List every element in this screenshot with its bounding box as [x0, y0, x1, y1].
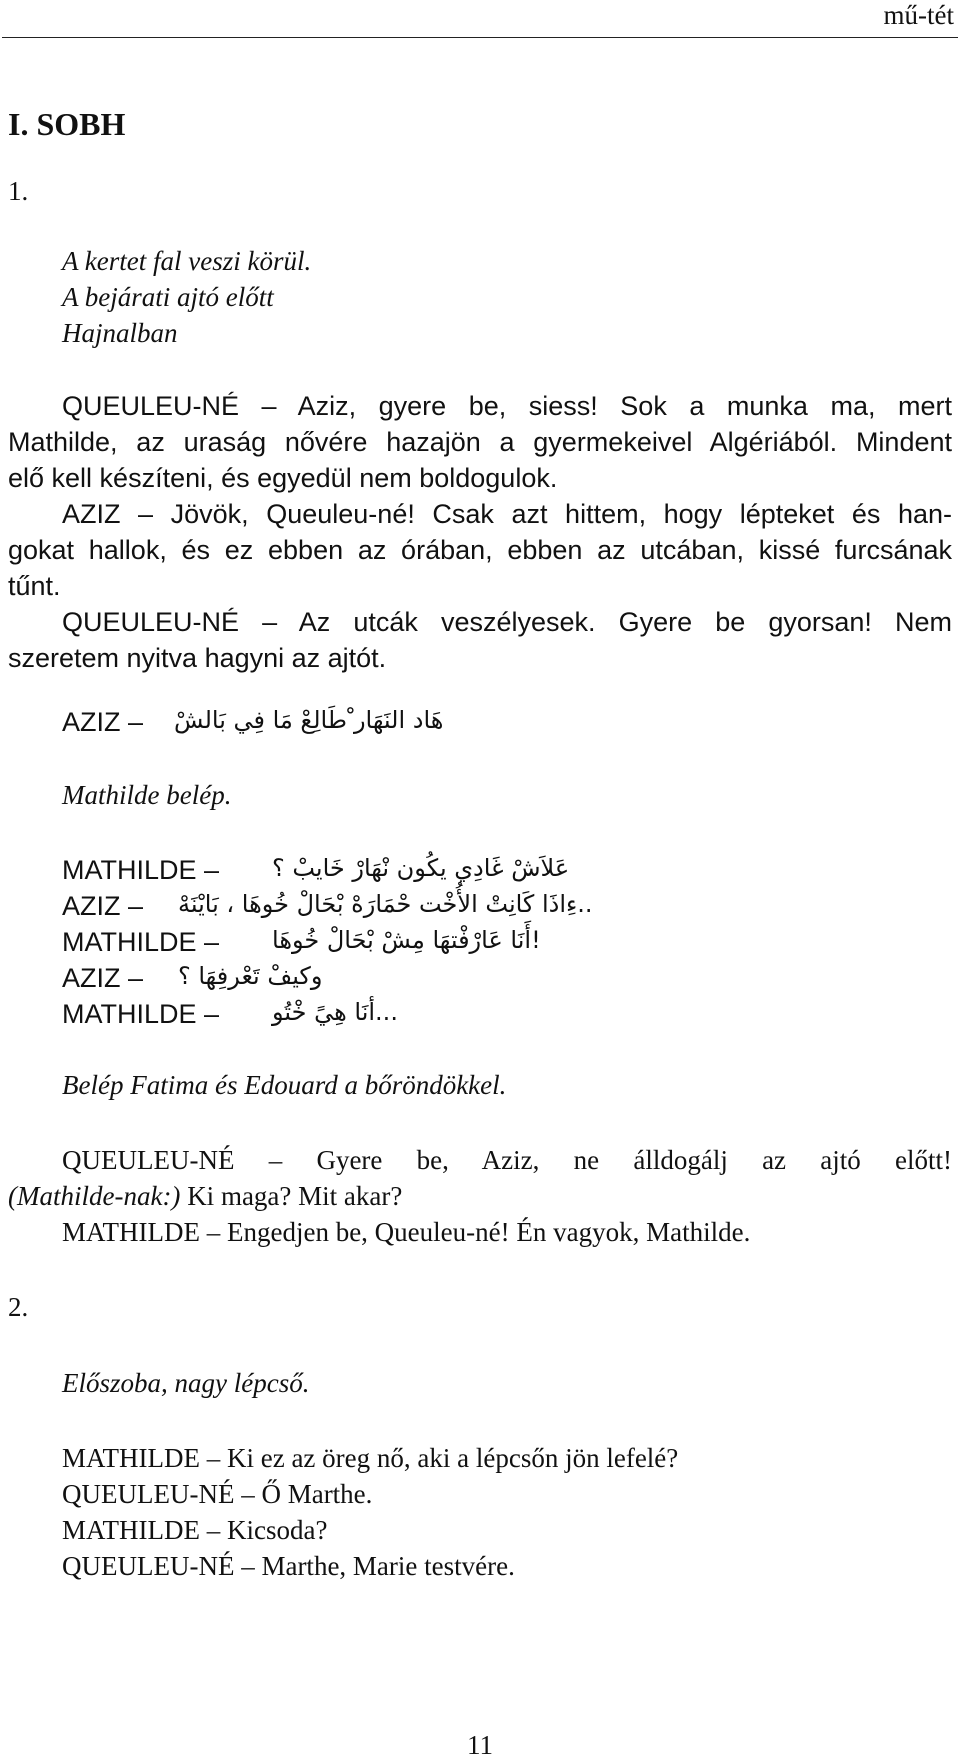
dialogue-line: MATHILDE – Engedjen be, Queuleu-né! Én vagyok, Mathilde.: [62, 1217, 751, 1247]
stage-direction: A kertet fal veszi körül.: [62, 246, 312, 276]
arabic-line: ..ءِاذَا كَانِتْ الأُخْت حْمَارَهْ بْحَالْ خُوهَا ، بَايْنَهْ: [178, 890, 593, 918]
dialogue-line: elő kell készíteni, és egyedül nem boldogulok.: [8, 463, 558, 493]
scene-number: 1.: [8, 176, 29, 206]
arabic-line: !أَنَا عَارْفْتهَا مِشْ بْحَالْ خُوهَا: [272, 926, 541, 954]
speaker-label: AZIZ –: [62, 707, 144, 737]
stage-direction: A bejárati ajtó előtt: [62, 282, 274, 312]
speaker-label: MATHILDE –: [62, 999, 220, 1029]
dialogue-line: AZIZ – Jövök, Queuleu-né! Csak azt hittem, hogy lépteket és han-: [62, 499, 952, 529]
dialogue-line: MATHILDE – Ki ez az öreg nő, aki a lépcsőn jön lefelé?: [62, 1443, 679, 1473]
running-title: mű-tét: [883, 0, 954, 30]
dialogue-line: gokat hallok, és ez ebben az órában, ebben az utcában, kissé furcsának: [8, 535, 952, 565]
arabic-line: عَلاَشْ غَادِي يكُون نْهَارْ خَايبْ ؟: [272, 854, 570, 882]
stage-direction: Hajnalban: [62, 318, 178, 348]
arabic-line: وكيفْ تَعْرفِهَا ؟: [178, 962, 323, 990]
parenthetical: (Mathilde-nak:): [8, 1181, 181, 1211]
dialogue-line: MATHILDE – Kicsoda?: [62, 1515, 328, 1545]
stage-direction: Belép Fatima és Edouard a bőröndökkel.: [62, 1070, 507, 1100]
arabic-line: هَاد النَهَار ْطَالِعْ مَا فِي بَالشْ: [174, 706, 444, 734]
speaker-label: MATHILDE –: [62, 855, 220, 885]
arabic-line: ...أنَا هِيً خْتُو: [272, 998, 398, 1026]
dialogue-line: Mathilde, az uraság nővére hazajön a gyermekeivel Algériából. Mindent: [8, 427, 952, 457]
header-rule: [2, 37, 958, 38]
dialogue-text: Ki maga? Mit akar?: [187, 1181, 403, 1211]
speaker-label: AZIZ –: [62, 891, 144, 921]
dialogue-line: QUEULEU-NÉ – Marthe, Marie testvére.: [62, 1551, 515, 1581]
dialogue-line: tűnt.: [8, 571, 61, 601]
page-header: [0, 0, 960, 42]
scene-number: 2.: [8, 1292, 29, 1322]
stage-direction: Előszoba, nagy lépcső.: [62, 1368, 310, 1398]
stage-direction: Mathilde belép.: [62, 780, 232, 810]
dialogue-line: QUEULEU-NÉ – Aziz, gyere be, siess! Sok a munka ma, mert: [62, 391, 952, 421]
speaker-label: MATHILDE –: [62, 927, 220, 957]
speaker-label: AZIZ –: [62, 963, 144, 993]
page-number: 11: [467, 1730, 493, 1760]
dialogue-line: QUEULEU-NÉ – Ő Marthe.: [62, 1479, 373, 1509]
section-heading: I. SOBH: [8, 106, 126, 142]
dialogue-line: [8, 1178, 402, 1214]
dialogue-line: QUEULEU-NÉ – Gyere be, Aziz, ne álldogálj az ajtó előtt!: [62, 1145, 952, 1175]
dialogue-line: QUEULEU-NÉ – Az utcák veszélyesek. Gyere be gyorsan! Nem: [62, 607, 952, 637]
dialogue-line: szeretem nyitva hagyni az ajtót.: [8, 643, 387, 673]
